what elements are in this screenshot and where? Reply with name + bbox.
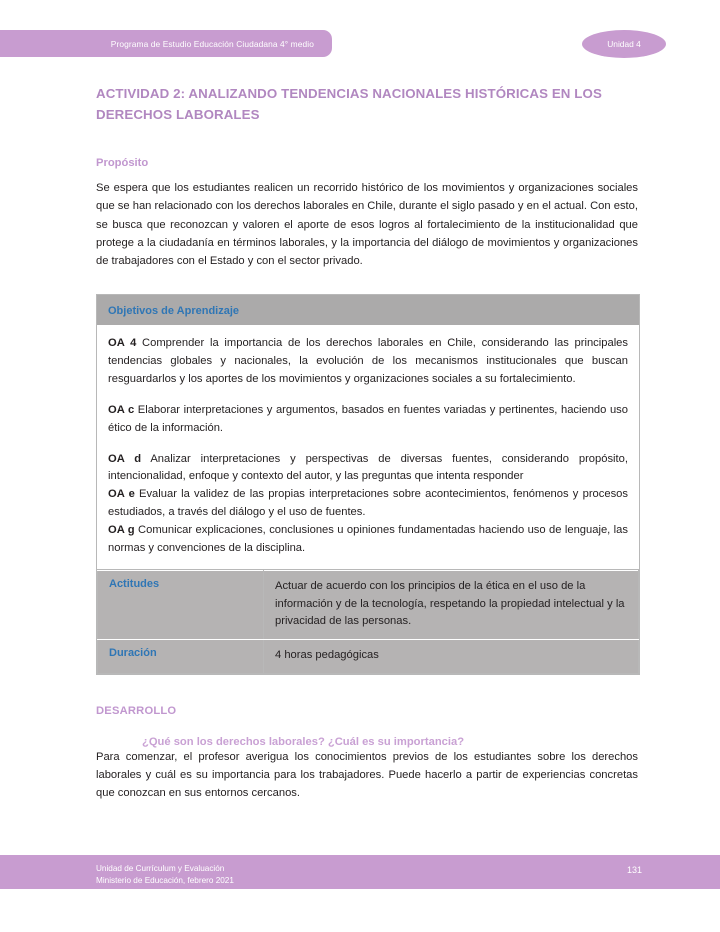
objetivos-table-body bbox=[97, 326, 639, 570]
page-header bbox=[0, 0, 720, 72]
objetivo-code: OA g bbox=[108, 524, 135, 537]
proposito-text: Se espera que los estudiantes realicen un recorrido histórico de los movimientos y organizaciones sociales que se han relacionado con los derechos laborales en Chile, durante el siglo pasado y en el actual. Con esto, se busca que reconozcan y valoren el aporte de esos logros al fortalecimiento de la institucionalidad que protege a la ciudadanía en términos laborales, y la importancia del diálogo de movimientos y organizaciones de trabajadores con el Estado y con el sector privado. bbox=[96, 182, 638, 267]
activity-title-line-2: DERECHOS LABORALES bbox=[96, 106, 260, 122]
objetivos-header-text: Objetivos de Aprendizaje bbox=[108, 304, 240, 317]
objetivo-text: Elaborar interpretaciones y argumentos, basados en fuentes variadas y pertinentes, haciendo uso ético de la información. bbox=[108, 403, 628, 434]
objetivo-text: Analizar interpretaciones y perspectivas de diversas fuentes, considerando propósito, intencionalidad, enfoque y contexto del autor, y las preguntas que intenta responder bbox=[108, 452, 628, 483]
objetivo-code: OA 4 bbox=[108, 336, 137, 349]
footer-line-2: Ministerio de Educación, febrero 2021 bbox=[96, 875, 234, 885]
objetivo-code: OA c bbox=[108, 403, 135, 416]
page-number: 131 bbox=[626, 865, 642, 875]
table-row bbox=[98, 640, 639, 674]
proposito-label: Propósito bbox=[96, 157, 149, 170]
program-banner bbox=[0, 30, 332, 57]
desarrollo-text: Para comenzar, el profesor averigua los conocimientos previos de los estudiantes sobre los derechos laborales y cuál es su importancia para los trabajadores. Puede hacerlo a partir de experiencias concretas que conozcan en sus entornos cercanos. bbox=[96, 750, 638, 800]
unit-badge bbox=[582, 30, 666, 58]
activity-title-line-1: ACTIVIDAD 2: ANALIZANDO TENDENCIAS NACIONALES HISTÓRICAS EN LOS bbox=[96, 86, 602, 101]
objetivo-text: Evaluar la validez de las propias interpretaciones sobre acontecimientos, fenómenos y procesos estudiados, a través del diálogo y el uso de fuentes. bbox=[108, 488, 628, 519]
meta-value-actitudes: Actuar de acuerdo con los principios de la ética en el uso de la información y de la tecnología, respetando la propiedad intelectual y la privacidad de las personas. bbox=[264, 571, 639, 640]
objetivo-text: Comunicar explicaciones, conclusiones u opiniones fundamentadas haciendo uso de lenguaje, las normas y convenciones de la disciplina. bbox=[108, 524, 628, 555]
unit-badge-text: Unidad 4 bbox=[607, 39, 641, 49]
objetivo-item bbox=[108, 335, 628, 389]
meta-label-duracion: Duración bbox=[98, 640, 264, 674]
objetivo-item bbox=[108, 402, 628, 438]
table-row bbox=[98, 571, 639, 640]
meta-label-actitudes: Actitudes bbox=[98, 571, 264, 640]
objetivo-text: Comprender la importancia de los derechos laborales en Chile, considerando las principales tendencias globales y nacionales, la evolución de los mecanismos institucionales que buscan resguardarlos y los aportes de los movimientos y organizaciones sociales a su fortalecimiento. bbox=[108, 336, 628, 385]
objetivo-item bbox=[108, 486, 628, 522]
footer-line-1: Unidad de Currículum y Evaluación bbox=[96, 864, 225, 873]
objetivos-table bbox=[96, 294, 640, 675]
program-banner-text: Programa de Estudio Educación Ciudadana 4° medio bbox=[110, 38, 314, 49]
meta-value-duracion: 4 horas pedagógicas bbox=[264, 640, 639, 674]
objetivo-code: OA d bbox=[108, 452, 142, 465]
page-footer bbox=[0, 855, 720, 889]
objetivo-code: OA e bbox=[108, 488, 135, 501]
desarrollo-label: DESARROLLO bbox=[96, 704, 177, 717]
page-content bbox=[96, 84, 638, 802]
objetivos-table-header bbox=[97, 295, 639, 326]
objetivo-item bbox=[108, 522, 628, 558]
activity-title bbox=[96, 84, 638, 125]
objetivo-item bbox=[108, 451, 628, 487]
desarrollo-subheading: ¿Qué son los derechos laborales? ¿Cuál es su importancia? bbox=[142, 735, 465, 748]
meta-table bbox=[97, 570, 639, 674]
footer-source bbox=[96, 863, 234, 887]
